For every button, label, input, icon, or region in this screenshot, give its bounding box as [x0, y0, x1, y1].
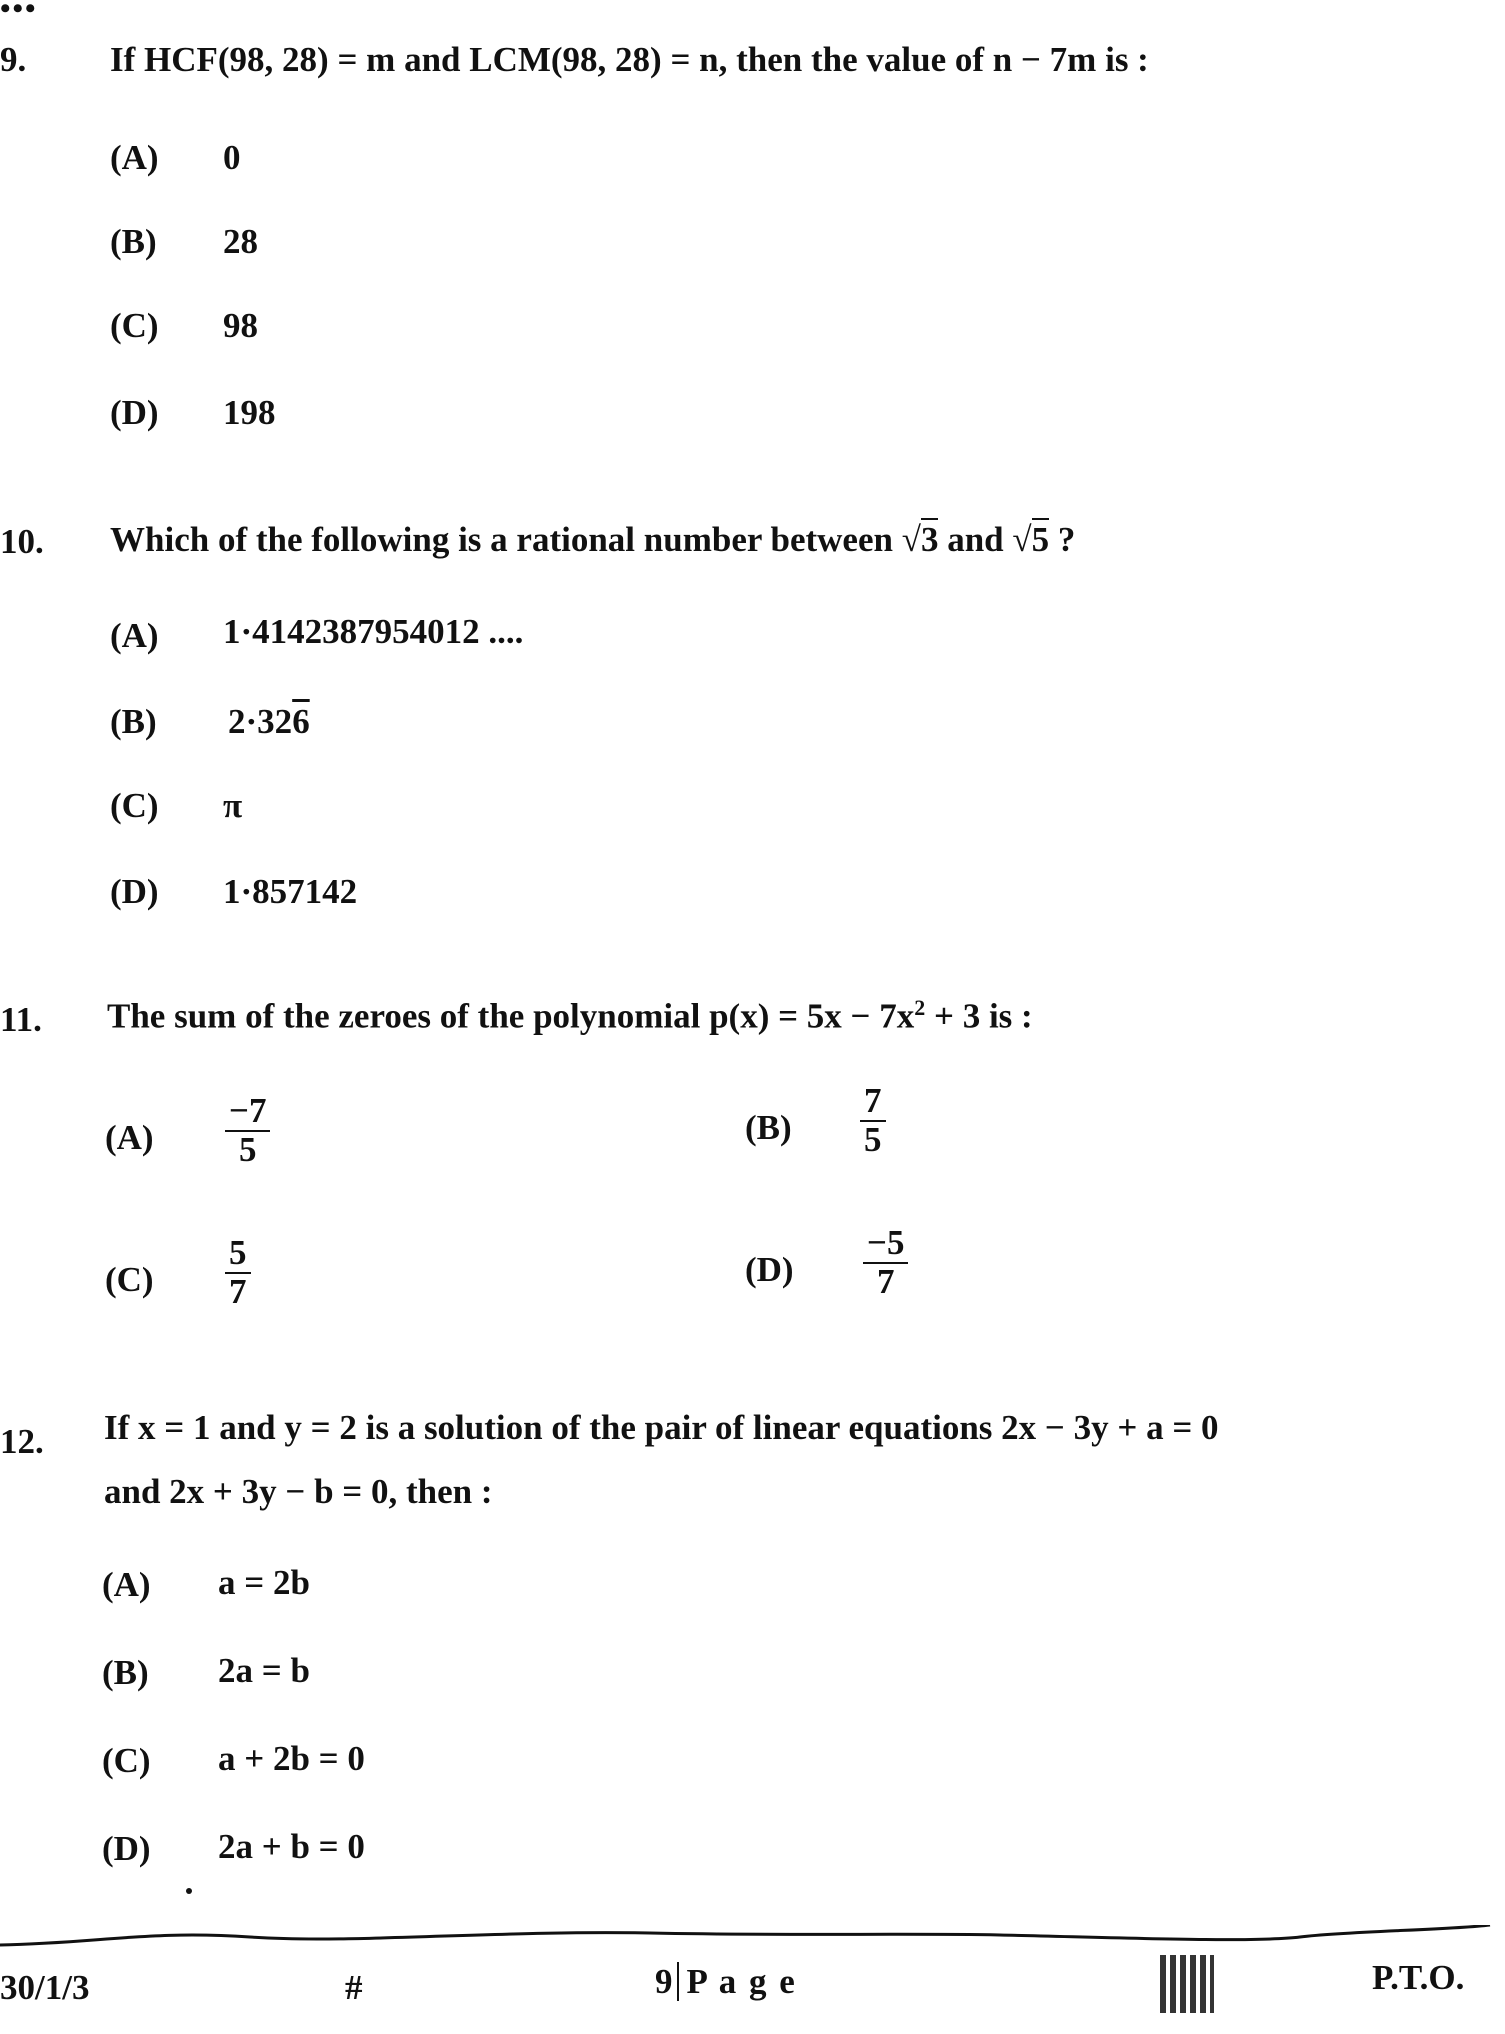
q10-option-b-value [228, 702, 310, 742]
q9-option-b-value: 28 [223, 222, 258, 261]
q9-option-a-label: (A) [110, 138, 159, 177]
stray-dot [186, 1888, 192, 1894]
q10-option-a-label: (A) [110, 616, 159, 655]
qr-code-icon [1160, 1955, 1214, 2013]
q11-option-b-fraction [860, 1083, 886, 1159]
q11-exponent: 2 [914, 995, 926, 1020]
q12-option-b-value: 2a = b [218, 1651, 310, 1690]
numerator: 7 [860, 1083, 886, 1122]
q11-option-a-label: (A) [105, 1118, 154, 1157]
denominator: 5 [864, 1119, 882, 1159]
page-label: P a g e [677, 1962, 797, 2001]
q10-option-d-label: (D) [110, 872, 159, 911]
q12-option-c-label: (C) [102, 1741, 151, 1780]
denominator: 7 [876, 1261, 895, 1301]
q9-option-c-value: 98 [223, 306, 258, 345]
question-11-text [107, 995, 1033, 1037]
denominator: 5 [238, 1129, 257, 1169]
q10-text-after: ? [1049, 520, 1076, 559]
q10-option-a-value: 1·4142387954012 .... [223, 612, 524, 651]
q11-option-d-label: (D) [745, 1250, 794, 1289]
q9-option-d-value: 198 [223, 393, 276, 432]
question-10-text: Which of the following is a rational number between √3 and √5 ? [110, 520, 1076, 559]
q10-and: and [938, 520, 1013, 559]
sqrt-5: 5 [1031, 520, 1050, 559]
question-12-number: 12. [0, 1422, 44, 1461]
footer-divider [0, 1925, 1505, 1955]
q12-option-c-value: a + 2b = 0 [218, 1739, 365, 1778]
question-12-line2: and 2x + 3y − b = 0, then : [104, 1472, 493, 1511]
q11-option-b-label: (B) [745, 1108, 792, 1147]
q11-option-d-fraction [863, 1225, 908, 1301]
footer-pto: P.T.O. [1372, 1958, 1465, 1997]
q10-option-d-value: 1·857142 [223, 872, 358, 911]
q10-option-c-value: π [223, 786, 243, 825]
q10-text-before: Which of the following is a rational number between [110, 520, 902, 559]
footer-paper-code: 30/1/3 [0, 1968, 90, 2007]
header-dots: ••• [0, 0, 38, 25]
q10-b-repeating: 6 [292, 702, 310, 741]
q12-option-d-label: (D) [102, 1829, 151, 1868]
q11-option-c-label: (C) [105, 1260, 154, 1299]
page-number: 9 [655, 1962, 673, 2001]
q11-option-a-fraction [225, 1093, 270, 1169]
q10-b-main: 2·32 [228, 702, 293, 741]
question-9-text: If HCF(98, 28) = m and LCM(98, 28) = n, then the value of n − 7m is : [110, 40, 1149, 79]
numerator: −5 [863, 1225, 908, 1264]
q10-option-b-label: (B) [110, 702, 157, 741]
question-11-number: 11. [0, 1000, 42, 1039]
q9-option-c-label: (C) [110, 306, 159, 345]
footer-page [655, 1962, 797, 2002]
q9-option-a-value: 0 [223, 138, 241, 177]
q12-option-d-value: 2a + b = 0 [218, 1827, 365, 1866]
numerator: 5 [225, 1235, 251, 1274]
numerator: −7 [225, 1093, 270, 1132]
sqrt-3: 3 [920, 520, 939, 559]
q11-text-before: The sum of the zeroes of the polynomial p(x) = 5x − 7x [107, 996, 915, 1036]
q9-option-b-label: (B) [110, 222, 157, 261]
q9-option-d-label: (D) [110, 393, 159, 432]
question-12-line1: If x = 1 and y = 2 is a solution of the pair of linear equations 2x − 3y + a = 0 [104, 1408, 1219, 1447]
q12-option-b-label: (B) [102, 1653, 149, 1692]
q10-option-c-label: (C) [110, 786, 159, 825]
question-10-number: 10. [0, 522, 44, 561]
q11-text-after: + 3 is : [925, 996, 1033, 1036]
q11-option-c-fraction [225, 1235, 251, 1311]
q12-option-a-value: a = 2b [218, 1563, 310, 1602]
footer-hash: # [345, 1968, 363, 2007]
q12-option-a-label: (A) [102, 1565, 151, 1604]
question-9-number: 9. [0, 40, 27, 79]
denominator: 7 [229, 1271, 247, 1311]
